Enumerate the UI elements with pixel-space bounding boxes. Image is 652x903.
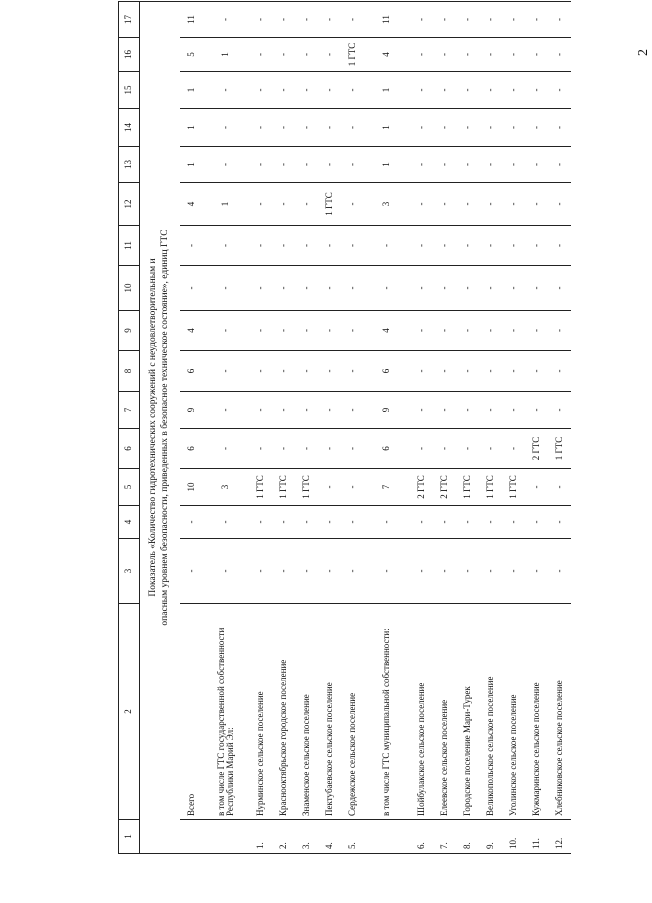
value-cell: - (502, 226, 525, 266)
table-title-line-1: Показатель «Количество гидротехнических сооружений с неудовлетворительным и (148, 258, 159, 597)
value-cell: 9 (180, 392, 203, 429)
row-number: 8. (456, 820, 479, 854)
value-cell: - (272, 38, 295, 72)
value-cell: 6 (364, 429, 410, 469)
value-cell: - (433, 506, 456, 539)
value-cell: - (456, 2, 479, 38)
value-cell: - (180, 226, 203, 266)
value-cell: - (249, 351, 272, 392)
value-cell: - (479, 109, 502, 147)
value-cell: - (318, 311, 341, 351)
value-cell: 1 (364, 147, 410, 183)
value-cell: 1 ГТС (295, 469, 318, 506)
value-cell: - (272, 226, 295, 266)
value-cell: - (203, 147, 249, 183)
row-number: 5. (341, 820, 364, 854)
value-cell: - (249, 392, 272, 429)
value-cell: 1 (180, 109, 203, 147)
column-number: 15 (119, 72, 140, 109)
title-row (140, 2, 181, 854)
value-cell: - (295, 539, 318, 604)
value-cell: 2 ГТС (433, 469, 456, 506)
value-cell: - (203, 506, 249, 539)
value-cell: - (295, 392, 318, 429)
value-cell: 1 (364, 109, 410, 147)
value-cell: - (318, 539, 341, 604)
value-cell: - (479, 392, 502, 429)
value-cell: - (272, 183, 295, 226)
value-cell: - (410, 392, 433, 429)
row-number: 6. (410, 820, 433, 854)
value-cell: - (525, 351, 548, 392)
value-cell: - (525, 109, 548, 147)
column-number: 13 (119, 147, 140, 183)
value-cell: - (410, 2, 433, 38)
row-number (364, 820, 410, 854)
value-cell: - (318, 469, 341, 506)
value-cell: 6 (180, 429, 203, 469)
value-cell: - (295, 266, 318, 311)
value-cell: - (433, 429, 456, 469)
value-cell: - (410, 539, 433, 604)
value-cell: - (456, 266, 479, 311)
value-cell: - (203, 311, 249, 351)
value-cell: 1 (203, 38, 249, 72)
value-cell: 3 (203, 469, 249, 506)
value-cell: - (249, 226, 272, 266)
value-cell: - (410, 183, 433, 226)
value-cell: - (180, 539, 203, 604)
value-cell: - (318, 72, 341, 109)
row-name: в том числе ГТС муниципальной собственности: (364, 604, 410, 820)
value-cell: - (295, 2, 318, 38)
value-cell: - (502, 351, 525, 392)
value-cell: - (203, 266, 249, 311)
column-number: 1 (119, 820, 140, 854)
value-cell: - (318, 147, 341, 183)
value-cell: - (295, 183, 318, 226)
value-cell: - (249, 506, 272, 539)
value-cell: - (341, 183, 364, 226)
column-number: 17 (119, 2, 140, 38)
row-name: Великопольское сельское поселение (479, 604, 502, 820)
value-cell: - (502, 429, 525, 469)
value-cell: 11 (180, 2, 203, 38)
value-cell: - (410, 351, 433, 392)
value-cell: - (479, 2, 502, 38)
value-cell: - (341, 72, 364, 109)
value-cell: - (548, 183, 571, 226)
row-number: 9. (479, 820, 502, 854)
value-cell: - (295, 226, 318, 266)
value-cell: - (203, 392, 249, 429)
value-cell: - (456, 429, 479, 469)
value-cell: - (525, 183, 548, 226)
value-cell: - (548, 469, 571, 506)
value-cell: - (364, 226, 410, 266)
value-cell: - (318, 429, 341, 469)
value-cell: - (502, 109, 525, 147)
value-cell: - (318, 109, 341, 147)
row-name: Краснооктябрьское городское поселение (272, 604, 295, 820)
table-row (295, 2, 318, 854)
value-cell: - (203, 2, 249, 38)
value-cell: - (364, 539, 410, 604)
value-cell: - (525, 72, 548, 109)
value-cell: - (548, 2, 571, 38)
value-cell: - (433, 311, 456, 351)
value-cell: - (456, 38, 479, 72)
value-cell: - (249, 311, 272, 351)
table-row (272, 2, 295, 854)
value-cell: - (272, 392, 295, 429)
value-cell: - (456, 351, 479, 392)
value-cell: 1 ГТС (548, 429, 571, 469)
value-cell: - (249, 539, 272, 604)
column-number-row (119, 2, 140, 854)
value-cell: 11 (364, 2, 410, 38)
value-cell: 1 (180, 147, 203, 183)
row-number: 3. (295, 820, 318, 854)
row-number: 2. (272, 820, 295, 854)
value-cell: - (341, 351, 364, 392)
column-number: 2 (119, 604, 140, 820)
row-number: 11. (525, 820, 548, 854)
value-cell: - (295, 147, 318, 183)
table-row (502, 2, 525, 854)
value-cell: - (341, 109, 364, 147)
value-cell: - (410, 72, 433, 109)
table-row (456, 2, 479, 854)
value-cell: - (410, 109, 433, 147)
table-row (203, 2, 249, 854)
column-number: 12 (119, 183, 140, 226)
value-cell: - (272, 72, 295, 109)
value-cell: 2 ГТС (410, 469, 433, 506)
value-cell: - (479, 38, 502, 72)
value-cell: - (341, 147, 364, 183)
row-number: 10. (502, 820, 525, 854)
value-cell: - (433, 72, 456, 109)
table-row (341, 2, 364, 854)
row-name: Сердежское сельское поселение (341, 604, 364, 820)
value-cell: - (318, 351, 341, 392)
row-name: Городское поселение Мари-Турек (456, 604, 479, 820)
value-cell: - (502, 266, 525, 311)
value-cell: 4 (180, 311, 203, 351)
value-cell: 1 ГТС (479, 469, 502, 506)
value-cell: - (318, 266, 341, 311)
value-cell: - (525, 2, 548, 38)
value-cell: - (502, 2, 525, 38)
table-row (364, 2, 410, 854)
value-cell: - (456, 392, 479, 429)
value-cell: - (272, 429, 295, 469)
column-number: 11 (119, 226, 140, 266)
value-cell: - (456, 183, 479, 226)
value-cell: - (548, 109, 571, 147)
value-cell: - (364, 266, 410, 311)
value-cell: - (433, 38, 456, 72)
column-number: 6 (119, 429, 140, 469)
value-cell: - (249, 2, 272, 38)
value-cell: - (433, 226, 456, 266)
row-number (180, 820, 203, 854)
row-name: Хлебниковское сельское поселение (548, 604, 571, 820)
row-name: Елеевское сельское поселение (433, 604, 456, 820)
value-cell: 5 (180, 38, 203, 72)
value-cell: - (341, 2, 364, 38)
value-cell: - (341, 429, 364, 469)
value-cell: - (525, 226, 548, 266)
value-cell: - (410, 147, 433, 183)
value-cell: - (295, 109, 318, 147)
row-name: Пектубаевское сельское поселение (318, 604, 341, 820)
value-cell: - (433, 147, 456, 183)
value-cell: - (341, 506, 364, 539)
value-cell: - (272, 2, 295, 38)
value-cell: - (295, 38, 318, 72)
value-cell: - (525, 147, 548, 183)
row-name: Знаменское сельское поселение (295, 604, 318, 820)
column-number: 9 (119, 311, 140, 351)
value-cell: - (525, 311, 548, 351)
value-cell: - (249, 183, 272, 226)
value-cell: - (410, 266, 433, 311)
value-cell: - (548, 311, 571, 351)
value-cell: - (548, 72, 571, 109)
value-cell: - (433, 539, 456, 604)
value-cell: - (433, 392, 456, 429)
table-title-cell (140, 2, 181, 854)
value-cell: - (295, 506, 318, 539)
value-cell: - (318, 38, 341, 72)
value-cell: - (456, 72, 479, 109)
value-cell: - (249, 266, 272, 311)
value-cell: - (502, 72, 525, 109)
value-cell: 7 (364, 469, 410, 506)
value-cell: - (479, 351, 502, 392)
value-cell: - (479, 506, 502, 539)
value-cell: - (433, 2, 456, 38)
row-name: Уголинское сельское поселение (502, 604, 525, 820)
value-cell: - (548, 539, 571, 604)
value-cell: - (456, 109, 479, 147)
value-cell: - (502, 392, 525, 429)
table-row (318, 2, 341, 854)
column-number: 7 (119, 392, 140, 429)
value-cell: - (318, 226, 341, 266)
row-name: Кужмаринское сельское поселение (525, 604, 548, 820)
value-cell: - (548, 506, 571, 539)
table-row (249, 2, 272, 854)
value-cell: - (203, 72, 249, 109)
column-number: 5 (119, 469, 140, 506)
page-number: 2 (636, 49, 651, 56)
value-cell: - (295, 72, 318, 109)
value-cell: - (456, 311, 479, 351)
column-number: 3 (119, 539, 140, 604)
value-cell: - (249, 72, 272, 109)
value-cell: - (272, 266, 295, 311)
value-cell: - (249, 38, 272, 72)
value-cell: - (548, 392, 571, 429)
value-cell: - (341, 311, 364, 351)
value-cell: - (318, 2, 341, 38)
value-cell: - (272, 311, 295, 351)
value-cell: - (364, 506, 410, 539)
value-cell: - (479, 183, 502, 226)
row-name: в том числе ГТС государственной собственности Республики Марий Эл: (203, 604, 249, 820)
row-number: 12. (548, 820, 571, 854)
value-cell: 4 (364, 38, 410, 72)
value-cell: - (548, 38, 571, 72)
value-cell: - (203, 539, 249, 604)
value-cell: 9 (364, 392, 410, 429)
value-cell: - (318, 392, 341, 429)
value-cell: 3 (364, 183, 410, 226)
value-cell: - (272, 506, 295, 539)
value-cell: - (525, 506, 548, 539)
value-cell: - (272, 351, 295, 392)
value-cell: - (433, 109, 456, 147)
value-cell: - (525, 469, 548, 506)
row-name: Шойбулакское сельское поселение (410, 604, 433, 820)
value-cell: - (341, 266, 364, 311)
value-cell: - (525, 539, 548, 604)
value-cell: - (479, 539, 502, 604)
column-number: 4 (119, 506, 140, 539)
value-cell: 2 ГТС (525, 429, 548, 469)
value-cell: - (318, 506, 341, 539)
value-cell: - (548, 351, 571, 392)
value-cell: - (410, 311, 433, 351)
value-cell: - (502, 539, 525, 604)
value-cell: - (295, 429, 318, 469)
value-cell: - (456, 506, 479, 539)
value-cell: - (502, 183, 525, 226)
value-cell: - (341, 469, 364, 506)
column-number: 10 (119, 266, 140, 311)
value-cell: - (479, 226, 502, 266)
value-cell: - (410, 506, 433, 539)
value-cell: - (410, 226, 433, 266)
row-number (203, 820, 249, 854)
data-table (118, 1, 571, 854)
value-cell: 10 (180, 469, 203, 506)
value-cell: - (525, 38, 548, 72)
value-cell: - (525, 392, 548, 429)
value-cell: - (479, 311, 502, 351)
value-cell: - (456, 147, 479, 183)
value-cell: - (433, 351, 456, 392)
value-cell: - (479, 72, 502, 109)
value-cell: - (479, 429, 502, 469)
value-cell: 6 (364, 351, 410, 392)
value-cell: - (433, 266, 456, 311)
row-name: Нурминское сельское поселение (249, 604, 272, 820)
value-cell: 6 (180, 351, 203, 392)
value-cell: - (456, 539, 479, 604)
value-cell: - (502, 506, 525, 539)
value-cell: - (203, 226, 249, 266)
value-cell: - (272, 147, 295, 183)
value-cell: 1 (364, 72, 410, 109)
table-row (525, 2, 548, 854)
row-number: 4. (318, 820, 341, 854)
value-cell: - (341, 392, 364, 429)
value-cell: - (180, 266, 203, 311)
value-cell: 1 (180, 72, 203, 109)
value-cell: - (502, 147, 525, 183)
value-cell: - (295, 351, 318, 392)
value-cell: - (548, 147, 571, 183)
value-cell: - (456, 226, 479, 266)
table-title-line-2: опасным уровнем безопасности, приведенных в безопасное техническое состояние», единиц ГТС (160, 229, 170, 626)
value-cell: 1 ГТС (456, 469, 479, 506)
value-cell: 4 (180, 183, 203, 226)
value-cell: 4 (364, 311, 410, 351)
value-cell: - (341, 226, 364, 266)
value-cell: 1 ГТС (502, 469, 525, 506)
value-cell: - (548, 266, 571, 311)
value-cell: - (479, 266, 502, 311)
value-cell: - (249, 109, 272, 147)
column-number: 8 (119, 351, 140, 392)
value-cell: 1 ГТС (341, 38, 364, 72)
row-number: 7. (433, 820, 456, 854)
row-number: 1. (249, 820, 272, 854)
table-row (433, 2, 456, 854)
column-number: 14 (119, 109, 140, 147)
column-number: 16 (119, 38, 140, 72)
value-cell: - (502, 38, 525, 72)
value-cell: - (180, 506, 203, 539)
value-cell: - (341, 539, 364, 604)
value-cell: - (295, 311, 318, 351)
value-cell: - (433, 183, 456, 226)
value-cell: - (272, 109, 295, 147)
value-cell: - (203, 429, 249, 469)
value-cell: - (548, 226, 571, 266)
value-cell: - (479, 147, 502, 183)
row-name: Всего (180, 604, 203, 820)
table-row (548, 2, 571, 854)
value-cell: 1 ГТС (249, 469, 272, 506)
table-row (410, 2, 433, 854)
value-cell: - (410, 429, 433, 469)
value-cell: 1 ГТС (272, 469, 295, 506)
value-cell: - (525, 266, 548, 311)
value-cell: - (203, 109, 249, 147)
value-cell: - (203, 351, 249, 392)
value-cell: - (410, 38, 433, 72)
value-cell: 1 (203, 183, 249, 226)
value-cell: - (249, 429, 272, 469)
value-cell: 1 ГТС (318, 183, 341, 226)
table-row (479, 2, 502, 854)
value-cell: - (272, 539, 295, 604)
value-cell: - (249, 147, 272, 183)
table-row (180, 2, 203, 854)
value-cell: - (502, 311, 525, 351)
table-title (148, 4, 172, 851)
